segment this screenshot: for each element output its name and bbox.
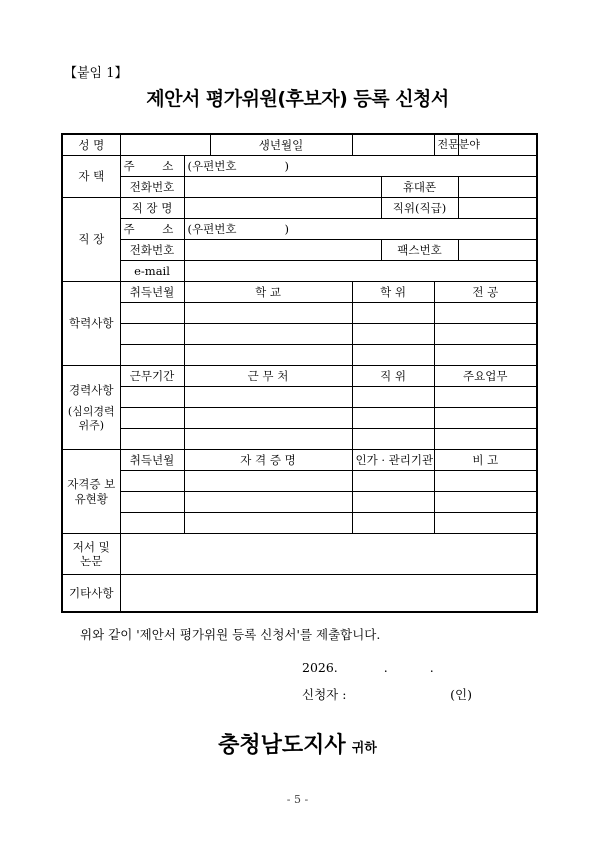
addressee-name: 충청남도지사	[218, 733, 346, 758]
work-address-label: 주 소	[120, 219, 184, 240]
home-label: 자 택	[62, 156, 120, 198]
work-phone-label: 전화번호	[120, 240, 184, 261]
addressee	[0, 728, 595, 759]
name-label: 성 명	[62, 134, 120, 156]
mobile-field[interactable]	[458, 177, 537, 198]
career-cell[interactable]	[434, 408, 537, 429]
career-cell[interactable]	[184, 429, 352, 450]
certs-cell[interactable]	[120, 492, 184, 513]
education-cell[interactable]	[352, 303, 434, 324]
home-phone-label: 전화번호	[120, 177, 184, 198]
applicant-label: 신청자 :	[302, 687, 347, 702]
publications-label: 저서 및 논문	[62, 534, 120, 575]
career-cell[interactable]	[352, 429, 434, 450]
career-cell[interactable]	[120, 408, 184, 429]
work-address-field[interactable]	[184, 219, 537, 240]
applicant-line	[302, 685, 472, 703]
career-header-employer: 근 무 처	[184, 366, 352, 387]
date-month-sep: .	[383, 660, 388, 675]
home-address-field[interactable]	[184, 156, 537, 177]
certs-cell[interactable]	[434, 471, 537, 492]
page-number: - 5 -	[286, 793, 309, 806]
other-field[interactable]	[120, 575, 537, 613]
submission-date	[302, 660, 434, 675]
work-label: 직 장	[62, 198, 120, 282]
career-cell[interactable]	[184, 408, 352, 429]
career-cell[interactable]	[434, 429, 537, 450]
other-label: 기타사항	[62, 575, 120, 613]
application-form-table	[61, 133, 538, 613]
career-cell[interactable]	[120, 387, 184, 408]
career-header-duties: 주요업무	[434, 366, 537, 387]
form-title: 제안서 평가위원(후보자) 등록 신청서	[146, 88, 449, 110]
seal-mark: (인)	[450, 687, 472, 702]
name-field[interactable]	[120, 134, 210, 156]
certs-cell[interactable]	[120, 471, 184, 492]
certs-cell[interactable]	[434, 513, 537, 534]
career-header-position: 직 위	[352, 366, 434, 387]
career-cell[interactable]	[352, 387, 434, 408]
work-zip-close: )	[284, 221, 289, 236]
addressee-honorific: 귀하	[351, 741, 377, 756]
career-cell[interactable]	[434, 387, 537, 408]
education-cell[interactable]	[184, 345, 352, 366]
education-cell[interactable]	[352, 324, 434, 345]
education-cell[interactable]	[120, 303, 184, 324]
career-cell[interactable]	[352, 408, 434, 429]
education-cell[interactable]	[184, 324, 352, 345]
education-header-date: 취득년월	[120, 282, 184, 303]
home-zip-placeholder: (우편번호	[187, 158, 237, 173]
certs-cell[interactable]	[184, 492, 352, 513]
birthdate-field[interactable]	[352, 134, 434, 156]
specialty-label: 전문분야	[434, 134, 458, 156]
career-sublabel: (심의경력 위주)	[67, 404, 115, 432]
education-cell[interactable]	[434, 345, 537, 366]
company-field[interactable]	[184, 198, 381, 219]
career-label: 경력사항	[69, 382, 114, 397]
declaration-text: 위와 같이 '제안서 평가위원 등록 신청서'를 제출합니다.	[80, 627, 381, 642]
certs-cell[interactable]	[434, 492, 537, 513]
position-label: 직위(직급)	[381, 198, 458, 219]
date-day-sep: .	[429, 660, 434, 675]
home-phone-field[interactable]	[184, 177, 381, 198]
certs-cell[interactable]	[352, 471, 434, 492]
certs-cell[interactable]	[120, 513, 184, 534]
birthdate-label: 생년월일	[210, 134, 352, 156]
mobile-label: 휴대폰	[381, 177, 458, 198]
email-label: e-mail	[120, 261, 184, 282]
work-phone-field[interactable]	[184, 240, 381, 261]
career-cell[interactable]	[120, 429, 184, 450]
fax-label: 팩스번호	[381, 240, 458, 261]
education-cell[interactable]	[352, 345, 434, 366]
certs-cell[interactable]	[352, 513, 434, 534]
fax-field[interactable]	[458, 240, 537, 261]
education-cell[interactable]	[184, 303, 352, 324]
career-cell[interactable]	[184, 387, 352, 408]
home-address-label: 주 소	[120, 156, 184, 177]
education-header-degree: 학 위	[352, 282, 434, 303]
certs-header-authority: 인가 · 관리기관	[352, 450, 434, 471]
education-label: 학력사항	[62, 282, 120, 366]
position-field[interactable]	[458, 198, 537, 219]
certs-header-date: 취득년월	[120, 450, 184, 471]
date-year: 2026.	[302, 660, 338, 675]
education-cell[interactable]	[434, 324, 537, 345]
publications-field[interactable]	[120, 534, 537, 575]
certs-cell[interactable]	[184, 471, 352, 492]
certs-cell[interactable]	[352, 492, 434, 513]
education-header-school: 학 교	[184, 282, 352, 303]
certs-label: 자격증 보유현황	[62, 450, 120, 534]
email-field[interactable]	[184, 261, 537, 282]
career-header-period: 근무기간	[120, 366, 184, 387]
education-cell[interactable]	[120, 345, 184, 366]
education-cell[interactable]	[434, 303, 537, 324]
home-zip-close: )	[284, 158, 289, 173]
attachment-label: 【붙임 1】	[64, 66, 128, 81]
education-header-major: 전 공	[434, 282, 537, 303]
career-label-cell	[62, 366, 120, 450]
work-zip-placeholder: (우편번호	[187, 221, 237, 236]
company-label: 직 장 명	[120, 198, 184, 219]
certs-header-note: 비 고	[434, 450, 537, 471]
certs-cell[interactable]	[184, 513, 352, 534]
certs-header-name: 자 격 증 명	[184, 450, 352, 471]
education-cell[interactable]	[120, 324, 184, 345]
